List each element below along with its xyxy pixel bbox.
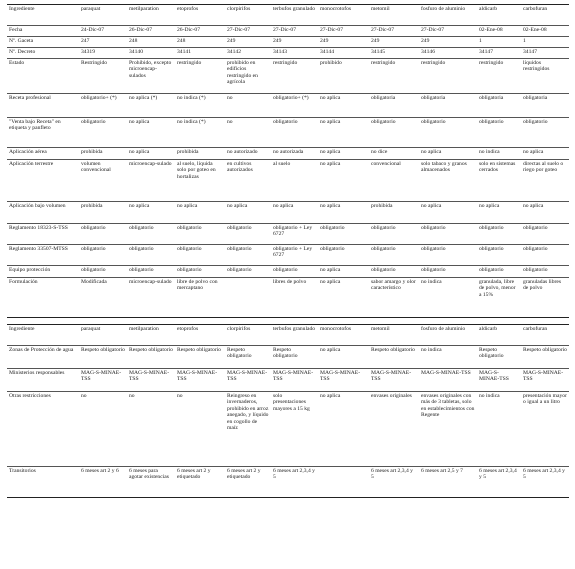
table-cell (318, 467, 369, 498)
table-cell: envases originales (369, 392, 419, 467)
table-cell: no (127, 392, 175, 467)
table-cell: Modificada (79, 278, 127, 318)
table-cell: obligatorio (419, 224, 477, 245)
table-row (7, 266, 569, 278)
table-row (7, 148, 569, 160)
table-cell: no aplica (271, 202, 318, 224)
table-cell: en cultivos autorizados (225, 160, 271, 202)
table-cell: no indica (*) (175, 118, 225, 148)
table-cell: MAG-S-MINAE-TSS (369, 369, 419, 392)
table-cell: 6 meses para agotar existencias (127, 467, 175, 498)
table-cell: Respeto obligatorio (271, 346, 318, 369)
table-cell: restringido (477, 59, 521, 94)
table-cell: obligatorio (175, 224, 225, 245)
header-cell: etoprofos (175, 5, 225, 26)
table-cell: no autorizada (271, 148, 318, 160)
table-row (7, 224, 569, 245)
header-cell: fosfuro de aluminio (419, 5, 477, 26)
header-cell: clorpirifos (225, 5, 271, 26)
table-cell: obligatorio (419, 245, 477, 266)
table-cell (225, 278, 271, 318)
table-cell: prohibida (369, 202, 419, 224)
table-cell: no aplica (127, 148, 175, 160)
table-cell: presentación mayor o igual a un litro (521, 392, 569, 467)
header-cell: etoprofos (175, 325, 225, 346)
table-cell: obligatorio (127, 245, 175, 266)
table-cell: Respeto obligatorio (79, 346, 127, 369)
table-cell: 27-Dic-07 (419, 26, 477, 37)
table-cell: obligatorio (477, 266, 521, 278)
table-cell: obligatorio (127, 224, 175, 245)
table-cell: 248 (127, 37, 175, 48)
table-cell: obligatorio (225, 266, 271, 278)
table-cell: 02-Ene-08 (477, 26, 521, 37)
table-cell: obligatorio (225, 245, 271, 266)
table-cell: no aplica (318, 278, 369, 318)
table-cell: no aplica (318, 148, 369, 160)
table-cell: no aplica (419, 202, 477, 224)
table-cell: 34143 (271, 48, 318, 59)
table-cell: 249 (271, 37, 318, 48)
table-row (7, 160, 569, 202)
table-cell: 26-Dic-07 (175, 26, 225, 37)
table-cell: 34147 (477, 48, 521, 59)
header-cell: fosfuro de aluminio (419, 325, 477, 346)
table-cell: obligatorio (79, 266, 127, 278)
table-cell: 249 (318, 37, 369, 48)
table-row (7, 37, 569, 48)
table-row (7, 26, 569, 37)
table-cell: no (79, 392, 127, 467)
row-label: Ministerios responsables (7, 369, 79, 392)
row-label: Reglamento 18323-S-TSS (7, 224, 79, 245)
table-cell: obligatorio (271, 118, 318, 148)
table-cell: sabor amargo y olor característico (369, 278, 419, 318)
table-cell: obligatorio+ (*) (271, 94, 318, 118)
table-cell: MAG-S-MINAE-TSS (318, 369, 369, 392)
header-cell: Ingrediente (7, 5, 79, 26)
table-cell: no autorizado (225, 148, 271, 160)
table-cell: 34319 (79, 48, 127, 59)
table-cell: obligatorio (318, 224, 369, 245)
table-cell: 34144 (318, 48, 369, 59)
table-cell: obligatorio (175, 266, 225, 278)
table-cell: restringido (271, 59, 318, 94)
header-cell: aldicarb (477, 325, 521, 346)
table-cell: no aplica (318, 202, 369, 224)
row-label: Otras restricciones (7, 392, 79, 467)
table-cell: libres de polvo (271, 278, 318, 318)
table-cell: no indica (419, 346, 477, 369)
row-label: Nº. Decreto (7, 48, 79, 59)
table-cell: 6 meses art 2 y etiquetado (225, 467, 271, 498)
header-cell: carbofuran (521, 5, 569, 26)
row-label: Aplicación terrestre (7, 160, 79, 202)
table-cell: prohibida (79, 202, 127, 224)
table-cell: obligatorio (419, 118, 477, 148)
table-cell: 1 (521, 37, 569, 48)
row-label: Transitorios (7, 467, 79, 498)
header-cell: aldicarb (477, 5, 521, 26)
table-cell: no indica (477, 148, 521, 160)
table-cell: MAG-S-MINAE-TSS (477, 369, 521, 392)
row-label: Fecha (7, 26, 79, 37)
table-row (7, 59, 569, 94)
header-cell: Ingrediente (7, 325, 79, 346)
table-cell: convencional (369, 160, 419, 202)
document-page (7, 4, 569, 498)
table-cell: restringido (175, 59, 225, 94)
table-cell: 27-Dic-07 (318, 26, 369, 37)
table-cell: obligatorio (477, 118, 521, 148)
table-cell: 249 (419, 37, 477, 48)
table-cell: no aplica (225, 202, 271, 224)
table-cell: no (175, 392, 225, 467)
regulation-table-part-2 (7, 324, 569, 498)
table-cell: no aplica (318, 160, 369, 202)
row-label: "Venta bajo Receta" en etiqueta y panfleto (7, 118, 79, 148)
table-cell: no aplica (*) (127, 94, 175, 118)
table-cell: granuladas libres de polvo (521, 278, 569, 318)
table-cell: 24-Dic-07 (79, 26, 127, 37)
table-cell: obligatorio (477, 245, 521, 266)
table-cell: directas al suelo o riego por goteo (521, 160, 569, 202)
row-label: Reglamento 33507-MTSS (7, 245, 79, 266)
table-cell: 34147 (521, 48, 569, 59)
table-cell: 26-Dic-07 (127, 26, 175, 37)
table-cell: prohibido (318, 59, 369, 94)
header-cell: paraquat (79, 325, 127, 346)
header-cell: clorpirifos (225, 325, 271, 346)
header-cell: terbufos granulado (271, 5, 318, 26)
table-cell: no indica (477, 392, 521, 467)
table-cell: al suelo (271, 160, 318, 202)
table-cell: no aplica (318, 392, 369, 467)
table-cell: Respeto obligatorio (521, 346, 569, 369)
table-cell: obligatorio (225, 224, 271, 245)
table-cell: no aplica (127, 118, 175, 148)
header-cell: metomil (369, 5, 419, 26)
table-cell: 6 meses art 2,3,4 y 5 (271, 467, 318, 498)
table-cell: 27-Dic-07 (225, 26, 271, 37)
table-cell: no indica (419, 278, 477, 318)
table-cell: granulada, libre de polvo, menor a 15% (477, 278, 521, 318)
table-cell: obligatorio (79, 245, 127, 266)
table-cell: obligatorio (369, 118, 419, 148)
table-cell: obligatorio (369, 224, 419, 245)
table-cell: obligatorio (127, 266, 175, 278)
table-cell: obligatorio + Ley 6727 (271, 224, 318, 245)
row-label: Formulación (7, 278, 79, 318)
table-cell: obligatoria (521, 94, 569, 118)
table-row (7, 346, 569, 369)
table-cell: 34145 (369, 48, 419, 59)
header-cell: metomil (369, 325, 419, 346)
table-cell: MAG-S-MINAE-TSS (175, 369, 225, 392)
table-cell: obligatorio (521, 245, 569, 266)
table-cell: al suelo, líquida solo por goteo en hortalizas (175, 160, 225, 202)
table-cell: MAG-S-MINAE-TSS (521, 369, 569, 392)
table-row (7, 48, 569, 59)
table-cell: 27-Dic-07 (271, 26, 318, 37)
table-cell: obligatoria (477, 94, 521, 118)
header-cell: monocrotofos (318, 325, 369, 346)
table-cell: solo presentaciones mayores a 15 kg (271, 392, 318, 467)
table-cell: restringido (369, 59, 419, 94)
table-cell: 34146 (419, 48, 477, 59)
header-cell: metilparation (127, 325, 175, 346)
table-cell: 249 (225, 37, 271, 48)
table-cell: 34141 (175, 48, 225, 59)
table-cell: libre de polvo con mercaptano (175, 278, 225, 318)
table-cell: obligatorio (477, 224, 521, 245)
table-cell: no aplica (419, 148, 477, 160)
row-label: Aplicación bajo volumen (7, 202, 79, 224)
table-cell: 6 meses art 2,3,4 y 5 (369, 467, 419, 498)
table-row (7, 392, 569, 467)
header-cell: paraquat (79, 5, 127, 26)
table-cell: 249 (369, 37, 419, 48)
table-cell: prohibida (79, 148, 127, 160)
header-cell: carbofuran (521, 325, 569, 346)
table-cell: obligatoria (419, 94, 477, 118)
table-cell: 247 (79, 37, 127, 48)
table-cell: no aplica (318, 266, 369, 278)
table-cell: Respeto obligatorio (369, 346, 419, 369)
row-label: Nº. Gaceta (7, 37, 79, 48)
header-row (7, 325, 569, 346)
table-cell: prohibido en edificios restringido en agrícola (225, 59, 271, 94)
table-cell: obligatorio (271, 266, 318, 278)
table-cell: obligatorio+ (*) (79, 94, 127, 118)
table-cell: MAG-S-MINAE-TSS (127, 369, 175, 392)
header-cell: terbufos granulado (271, 325, 318, 346)
row-label: Estado (7, 59, 79, 94)
table-cell: no aplica (521, 148, 569, 160)
table-cell: solo en sistemas cerrados (477, 160, 521, 202)
table-cell: líquidos restringidos (521, 59, 569, 94)
header-row (7, 5, 569, 26)
table-cell: obligatorio + Ley 6727 (271, 245, 318, 266)
header-cell: monocrotofos (318, 5, 369, 26)
table-cell: obligatorio (369, 266, 419, 278)
table-cell: MAG-S-MINAE-TSS (271, 369, 318, 392)
table-cell: obligatorio (521, 118, 569, 148)
table-cell: 34142 (225, 48, 271, 59)
regulation-table-part-1 (7, 4, 569, 318)
table-cell: 34140 (127, 48, 175, 59)
table-cell: 1 (477, 37, 521, 48)
table-cell: microencap-sulado (127, 160, 175, 202)
table-cell: 6 meses art 2,5 y 7 (419, 467, 477, 498)
table-cell: Reingreso en invernaderos, prohibido en arroz anegado, y líquido en cogollo de maíz (225, 392, 271, 467)
table-cell: no aplica (175, 202, 225, 224)
table-cell: no (225, 94, 271, 118)
table-cell: Respeto obligatorio (127, 346, 175, 369)
table-cell: 6 meses art 2 y 6 (79, 467, 127, 498)
table-cell: no (225, 118, 271, 148)
table-cell: obligatorio (521, 224, 569, 245)
table-cell: no aplica (318, 118, 369, 148)
table-cell: envases originales con más de 3 tabletas, solo en establecimientos con Regente (419, 392, 477, 467)
table-cell: obligatorio (79, 224, 127, 245)
table-cell: no dice (369, 148, 419, 160)
table-cell: no aplica (318, 94, 369, 118)
table-cell: Respeto obligatorio (175, 346, 225, 369)
table-cell: obligatorio (318, 245, 369, 266)
table-cell: 02-Ene-08 (521, 26, 569, 37)
row-label: Equipo protección (7, 266, 79, 278)
table-cell: restringido (419, 59, 477, 94)
table-cell: prohibida (175, 148, 225, 160)
table-cell: volumen convencional (79, 160, 127, 202)
table-cell: MAG-S-MINAE-TSS (225, 369, 271, 392)
table-cell: Prohibido, excepto microencap-sulados (127, 59, 175, 94)
table-cell: Restringido (79, 59, 127, 94)
table-cell: solo tabaco y granos almacenados (419, 160, 477, 202)
table-row (7, 94, 569, 118)
table-cell: no aplica (318, 346, 369, 369)
table-cell: no aplica (477, 202, 521, 224)
table-row (7, 369, 569, 392)
table-cell: obligatorio (369, 245, 419, 266)
table-cell: Respeto obligatorio (225, 346, 271, 369)
table-cell: 6 meses art 2,3,4 y 5 (477, 467, 521, 498)
table-row (7, 245, 569, 266)
table-row (7, 278, 569, 318)
row-label: Receta profesional (7, 94, 79, 118)
table-cell: MAG-S-MINAE-TSS (419, 369, 477, 392)
table-cell: obligatoria (369, 94, 419, 118)
table-cell: 6 meses art 2,3,4 y 5 (521, 467, 569, 498)
table-row (7, 118, 569, 148)
table-cell: obligatorio (175, 245, 225, 266)
table-cell: 6 meses art 2 y etiquetado (175, 467, 225, 498)
table-cell: obligatorio (79, 118, 127, 148)
table-row (7, 467, 569, 498)
table-cell: MAG-S-MINAE-TSS (79, 369, 127, 392)
table-cell: Respeto obligatorio (477, 346, 521, 369)
table-cell: no aplica (127, 202, 175, 224)
table-cell: microencap-sulado (127, 278, 175, 318)
table-cell: no aplica (521, 202, 569, 224)
table-cell: 248 (175, 37, 225, 48)
header-cell: metilparation (127, 5, 175, 26)
table-cell: 27-Dic-07 (369, 26, 419, 37)
table-cell: obligatorio (419, 266, 477, 278)
row-label: Zonas de Protección de agua (7, 346, 79, 369)
table-cell: no indica (*) (175, 94, 225, 118)
row-label: Aplicación aérea (7, 148, 79, 160)
table-row (7, 202, 569, 224)
table-cell: obligatorio (521, 266, 569, 278)
